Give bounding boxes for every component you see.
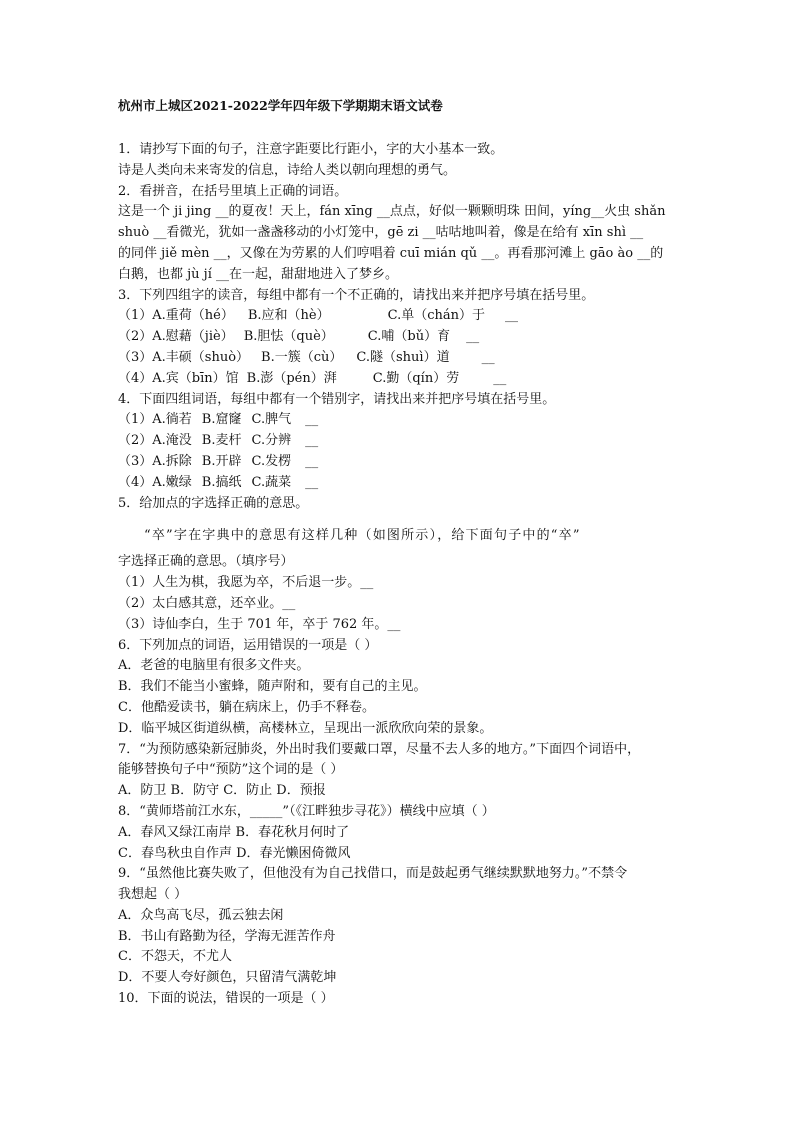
q3-row-2	[118, 327, 678, 348]
q9-prompt-line-1: 9．“虽然他比赛失败了，但他没有为自己找借口，而是鼓起勇气继续默默地努力。”不禁令	[118, 866, 628, 882]
q3-row-1	[118, 306, 678, 327]
q3-row-2-blank[interactable]: __	[466, 329, 480, 345]
q3-row-3-blank[interactable]: __	[481, 349, 495, 365]
q7-prompt-line-1: 7．“为预防感染新冠肺炎，外出时我们要戴口罩，尽量不去人多的地方。”下面四个词语中，	[118, 741, 641, 757]
q6-option-c: C．他酷爱读书，躺在病床上，仍手不释卷。	[118, 699, 375, 715]
q9-prompt-line-2: 我想起（ ）	[118, 887, 188, 903]
q5-para-line-1: “卒”字在字典中的意思有这样几种（如图所示），给下面句子中的“卒”	[144, 528, 581, 544]
q6-option-b: B．我们不能当小蜜蜂，随声附和，要有自己的主见。	[118, 679, 427, 695]
q5-item-3: （3）诗仙李白，生于 701 年，卒于 762 年。__	[118, 616, 401, 632]
q4-row-3	[118, 452, 678, 473]
q2-line-2: shuò __看微光，犹如一盏盏移动的小灯笼中，gē zi __咕咕地叫着，像是在给有 xīn shì __	[118, 225, 644, 241]
q3-row-3	[118, 348, 678, 369]
q10-prompt: 10．下面的说法，错误的一项是（ ）	[118, 991, 334, 1007]
q3-row-4-a: （4）A.宾（bīn）馆	[118, 370, 239, 386]
q3-row-4-blank[interactable]: __	[493, 370, 507, 386]
q2-line-1: 这是一个 ji jing __的夏夜！天上，fán xīng __点点，好似一颗颗明珠 田间，yíng__火虫 shǎn	[118, 204, 666, 220]
q4-row-3-blank[interactable]: __	[305, 453, 319, 469]
q4-row-2-blank[interactable]: __	[305, 433, 319, 449]
q9-option-b: B．书山有路勤为径，学海无涯苦作舟	[118, 928, 336, 944]
q2-line-4: 白鹅，也都 jù jí __在一起，甜甜地进入了梦乡。	[118, 266, 398, 282]
q5-para-line-2: 字选择正确的意思。（填序号）	[118, 554, 294, 570]
q8-options-line-2: C．春鸟秋虫自作声 D．春光懒困倚微风	[118, 845, 351, 861]
q4-row-2	[118, 431, 678, 452]
q3-row-1-blank[interactable]: __	[505, 308, 519, 324]
q6-option-a: A．老爸的电脑里有很多文件夹。	[118, 658, 310, 674]
q4-row-3-c: C.发楞	[251, 453, 292, 469]
q3-prompt: 3．下列四组字的读音，每组中都有一个不正确的，请找出来并把序号填在括号里。	[118, 287, 595, 303]
q4-row-2-c: C.分辨	[251, 433, 292, 449]
q5-item-1: （1）人生为棋，我愿为卒，不后退一步。__	[118, 575, 374, 591]
q2-prompt: 2．看拼音，在括号里填上正确的词语。	[118, 183, 348, 199]
q3-row-4	[118, 369, 678, 390]
q4-row-1-c: C.脾气	[251, 412, 292, 428]
q4-row-1-blank[interactable]: __	[305, 412, 319, 428]
q4-row-2-a: （2）A.淹没	[118, 433, 192, 449]
q3-row-1-a: （1）A.重荷（hé）	[118, 308, 234, 324]
q4-row-4-b: B.搞纸	[201, 474, 242, 490]
q4-row-1	[118, 410, 678, 431]
q3-row-1-c: C.单（chán）于	[387, 308, 486, 324]
q9-option-d: D．不要人夸好颜色，只留清气满乾坤	[118, 970, 337, 986]
q6-option-d: D．临平城区街道纵横，高楼林立，呈现出一派欣欣向荣的景象。	[118, 720, 493, 736]
q5-item-2: （2）太白感其意，还卒业。__	[118, 595, 296, 611]
q4-row-4-a: （4）A.嫩绿	[118, 474, 192, 490]
q3-row-3-b: B.一簇（cù）	[261, 349, 343, 365]
q3-row-2-a: （2）A.慰藉（jiè）	[118, 329, 234, 345]
q4-row-2-b: B.麦杆	[201, 433, 242, 449]
q1-text: 诗是人类向未来寄发的信息，诗给人类以朝向理想的勇气。	[118, 162, 457, 178]
q5-prompt: 5．给加点的字选择正确的意思。	[118, 495, 309, 511]
q1-prompt: 1．请抄写下面的句子，注意字距要比行距小，字的大小基本一致。	[118, 142, 504, 157]
exam-title: 杭州市上城区2021-2022学年四年级下学期期末语文试卷	[118, 98, 443, 113]
q4-row-3-a: （3）A.拆除	[118, 453, 192, 469]
exam-page	[118, 96, 678, 1010]
q4-row-4-c: C.蔬菜	[251, 474, 292, 490]
q4-row-1-b: B.窟窿	[201, 412, 242, 428]
q7-options: A．防卫 B．防守 C．防止 D．预报	[118, 783, 326, 799]
q4-row-1-a: （1）A.徜若	[118, 412, 192, 428]
q4-row-4	[118, 473, 678, 494]
q3-row-3-c: C.隧（shuì）道	[356, 349, 450, 365]
q9-option-c: C．不怨天，不尤人	[118, 949, 232, 965]
q4-prompt: 4．下面四组词语，每组中都有一个错别字，请找出来并把序号填在括号里。	[118, 391, 556, 407]
q9-option-a: A．众鸟高飞尽，孤云独去闲	[118, 907, 284, 923]
q4-row-4-blank[interactable]: __	[305, 474, 319, 490]
q3-row-3-a: （3）A.丰硕（shuò）	[118, 349, 250, 365]
q2-line-3: 的同伴 jiě mèn __，又像在为劳累的人们哼唱着 cuī mián qǔ __。再看那河滩上 gāo ào __的	[118, 245, 664, 261]
q3-row-4-c: C.勤（qín）劳	[372, 370, 460, 386]
q3-row-2-b: B.胆怯（què）	[243, 329, 334, 345]
q3-row-4-b: B.澎（pén）湃	[246, 370, 337, 386]
q8-options-line-1: A．春风又绿江南岸 B．春花秋月何时了	[118, 824, 350, 840]
q6-prompt: 6．下列加点的词语，运用错误的一项是（ ）	[118, 637, 378, 653]
q3-row-2-c: C.哺（bǔ）育	[367, 329, 451, 345]
q3-row-1-b: B.应和（hè）	[247, 308, 330, 324]
q8-prompt: 8．“黄师塔前江水东，_____”（《江畔独步寻花》）横线中应填（ ）	[118, 803, 495, 819]
q7-prompt-line-2: 能够替换句子中“预防”这个词的是（ ）	[118, 762, 344, 778]
q4-row-3-b: B.开辟	[201, 453, 242, 469]
